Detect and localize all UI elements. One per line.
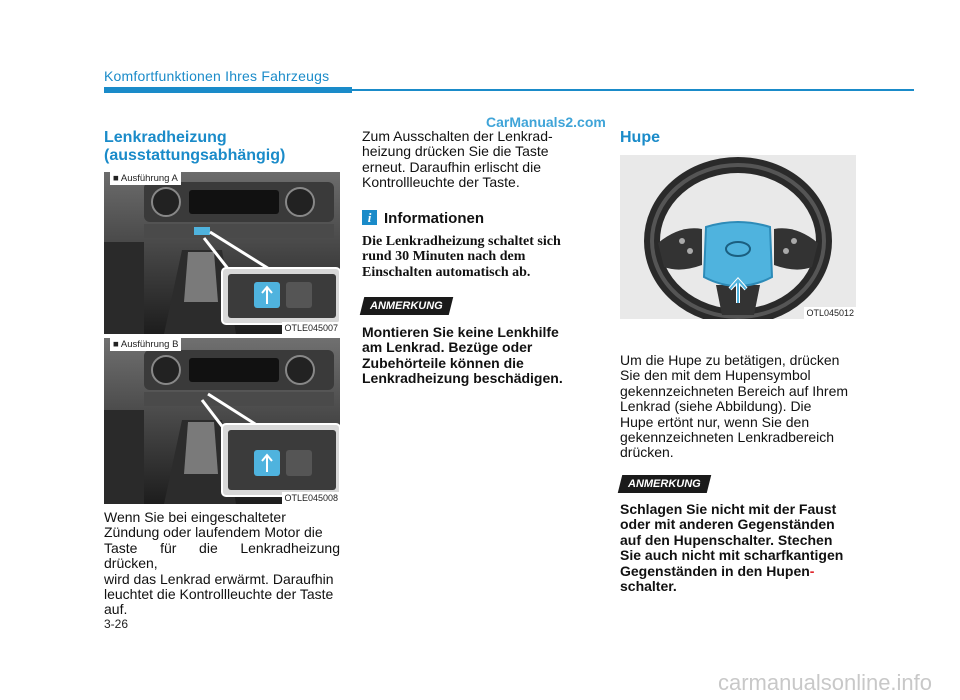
steering-heater-description (104, 510, 340, 618)
hyphen-mark: - (809, 562, 815, 579)
text-line: leuchtet die Kontrollleuchte der Taste (104, 586, 334, 603)
text-line: Montieren Sie keine Lenkhilfe (362, 324, 559, 340)
horn-notice-text (620, 502, 856, 594)
chapter-title: Komfortfunktionen Ihres Fahrzeugs (104, 68, 330, 84)
figure-horn (620, 155, 856, 319)
text-line: gekennzeichneten Lenkradbereich (620, 429, 835, 446)
section-title-line: (ausstattungsabhängig) (104, 147, 286, 164)
text-line: Taste für die Lenkradheizung drücken, (104, 539, 340, 572)
section-title-line: Lenkradheizung (104, 129, 227, 146)
text-line: heizung drücken Sie die Taste (362, 143, 549, 160)
text-line: Zubehörteile können die (362, 354, 524, 371)
figure-variant-b (104, 338, 340, 504)
text-fragment: Gegenständen in den Hupen (620, 562, 810, 579)
notice-badge-label: ANMERKUNG (628, 478, 701, 490)
text-line: Lenkradheizung beschädigen. (362, 370, 563, 387)
dashboard-photo-a (104, 172, 340, 334)
info-icon: i (362, 210, 377, 225)
header-rule (352, 89, 914, 91)
info-title: Informationen (384, 210, 484, 227)
text-line: oder mit anderen Gegenständen (620, 516, 835, 533)
figure-code: OTLE045008 (284, 493, 338, 503)
steering-wheel-illustration (620, 155, 856, 319)
text-line: Lenkrad (siehe Abbildung). Die (620, 398, 812, 415)
notice-badge (360, 297, 453, 315)
text-line: schalter. (620, 578, 677, 595)
text-line (620, 564, 856, 579)
text-line: wird das Lenkrad erwärmt. Daraufhin (104, 570, 334, 587)
text-line: Kontrollleuchte der Taste. (362, 174, 520, 191)
header-accent-bar (104, 87, 352, 93)
figure-code: OTL045012 (806, 308, 854, 318)
variant-label: ■ Ausführung B (110, 338, 181, 351)
text-line: Zündung oder laufendem Motor die (104, 524, 323, 541)
text-line: drücken. (620, 444, 674, 461)
text-line: Einschalten automatisch ab. (362, 264, 531, 280)
text-line: Um die Hupe zu betätigen, drücken (620, 352, 840, 368)
watermark-text: CarManuals2.com (486, 114, 606, 130)
text-line: Wenn Sie bei eingeschalteter (104, 509, 286, 525)
text-line: am Lenkrad. Bezüge oder (362, 339, 533, 356)
switch-off-text (362, 129, 598, 191)
text-line: Schlagen Sie nicht mit der Faust (620, 501, 837, 517)
site-watermark: carmanualsonline.info (718, 670, 933, 695)
notice-text (362, 325, 598, 387)
page-number: 3-26 (104, 617, 129, 631)
section-title-steering-heater (104, 129, 354, 165)
notice-badge (618, 475, 711, 493)
text-line: Sie den mit dem Hupensymbol (620, 367, 811, 384)
text-line: gekennzeichneten Bereich auf Ihrem (620, 382, 849, 399)
figure-variant-a (104, 172, 340, 334)
text-line: auf. (104, 601, 128, 618)
variant-label: ■ Ausführung A (110, 172, 181, 185)
text-line: rund 30 Minuten nach dem (362, 249, 526, 265)
dashboard-photo-b (104, 338, 340, 504)
horn-description (620, 353, 856, 461)
notice-badge-label: ANMERKUNG (370, 300, 443, 312)
text-line: Hupe ertönt nur, wenn Sie den (620, 413, 810, 430)
text-line: Sie auch nicht mit scharfkantigen (620, 547, 844, 564)
text-line: Zum Ausschalten der Lenkrad- (362, 128, 553, 144)
info-text (362, 234, 598, 280)
section-title-horn: Hupe (620, 129, 660, 146)
figure-code: OTLE045007 (284, 323, 338, 333)
text-line: erneut. Daraufhin erlischt die (362, 158, 541, 175)
text-line: auf den Hupenschalter. Stechen (620, 531, 833, 548)
text-line: Die Lenkradheizung schaltet sich (362, 234, 561, 249)
